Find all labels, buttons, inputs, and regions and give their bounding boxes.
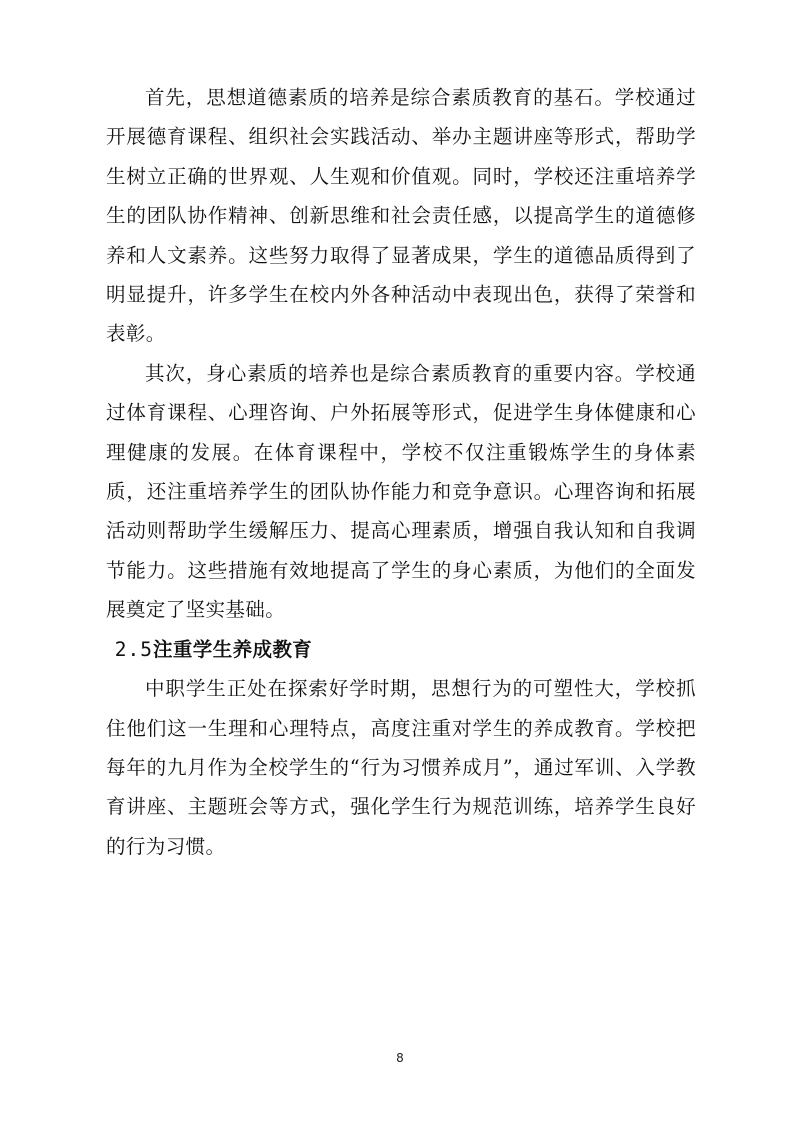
paragraph-habit-education: 中职学生正处在探索好学时期，思想行为的可塑性大，学校抓住他们这一生理和心理特点，高度注重对学生的养成教育。学校把每年的九月作为全校学生的“行为习惯养成月”，通过军训、入学教育讲座、主题班会等方式，强化学生行为规范训练，培养学生良好的行为习惯。 — [106, 677, 696, 858]
section-heading — [106, 630, 696, 669]
page-body — [106, 78, 696, 866]
paragraph-physical-mental-quality: 其次，身心素质的培养也是综合素质教育的重要内容。学校通过体育课程、心理咨询、户外拓展等形式，促进学生身体健康和心理健康的发展。在体育课程中，学校不仅注重锻炼学生的身体素质，还注重培养学生的团队协作能力和竞争意识。心理咨询和拓展活动则帮助学生缓解压力、提高心理素质，增强自我认知和自我调节能力。这些措施有效地提高了学生的身心素质，为他们的全面发展奠定了坚实基础。 — [106, 361, 696, 622]
page-number: 8 — [396, 1051, 404, 1065]
section-title: 注重学生养成教育 — [153, 637, 313, 661]
section-number: 2.5 — [114, 637, 153, 661]
paragraph-moral-quality: 首先，思想道德素质的培养是综合素质教育的基石。学校通过开展德育课程、组织社会实践活动、举办主题讲座等形式，帮助学生树立正确的世界观、人生观和价值观。同时，学校还注重培养学生的团队协作精神、创新思维和社会责任感，以提高学生的道德修养和人文素养。这些努力取得了显著成果，学生的道德品质得到了明显提升，许多学生在校内外各种活动中表现出色，获得了荣誉和表彰。 — [106, 86, 696, 346]
